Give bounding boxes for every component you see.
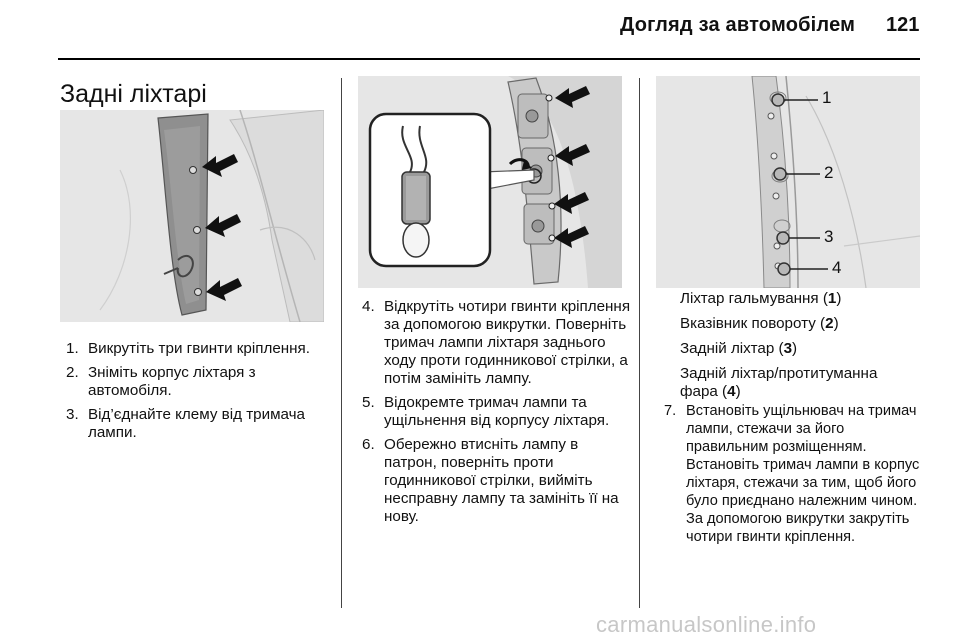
legend-number: 2: [825, 315, 834, 332]
list-item: [362, 394, 634, 430]
section-title: Задні ліхтарі: [60, 80, 207, 108]
callout-1: 1: [822, 88, 832, 107]
figure-bulb-holder: [358, 76, 622, 288]
legend-label: Задній ліхтар (: [680, 340, 784, 357]
legend-close: ): [836, 290, 842, 307]
step-text: Відкрутіть чотири гвинти кріплення за допомогою викрутки. Поверніть тримач лампи ліхтаря заднього ходу проти годинникової стрілки, а потім замініть лампу.: [384, 298, 631, 387]
step-text: Викрутіть три гвинти кріплення.: [88, 340, 311, 357]
step-number: 2.: [66, 364, 79, 381]
steps-list-left: [66, 340, 336, 448]
step-number: 3.: [66, 406, 79, 423]
list-item: [664, 402, 924, 546]
legend-item: [680, 315, 910, 333]
figure-taillight-screws: [60, 110, 324, 322]
legend-item: [680, 290, 910, 308]
legend-item: [680, 365, 910, 401]
step-text: Зніміть корпус ліхтаря з автомобіля.: [88, 364, 256, 399]
legend-number: 1: [827, 290, 837, 307]
callout-4: 4: [832, 258, 842, 277]
legend-label: Ліхтар гальмування (: [680, 290, 828, 307]
legend-label: Задній ліхтар/протитуманна фара (: [680, 365, 878, 400]
list-item: [66, 364, 336, 400]
step-number: 1.: [66, 340, 79, 357]
bulb-legend: [680, 290, 910, 408]
step-number: 4.: [362, 298, 375, 315]
legend-item: [680, 340, 910, 358]
legend-number: 3: [783, 340, 793, 357]
figure-taillight-bulb-layout: [656, 76, 920, 288]
step-number: 7.: [664, 403, 677, 419]
legend-label: Вказівник повороту (: [680, 315, 826, 332]
list-item: [66, 340, 336, 358]
step-text: Обережно втисніть лампу в патрон, поверніть проти годинникової стрілки, вийміть несправну лампу та замініть її на нову.: [384, 436, 619, 525]
step-text: Відокремте тримач лампи та ущільнення від корпусу ліхтаря.: [384, 394, 610, 429]
steps-list-middle: [362, 298, 634, 532]
list-item: [362, 298, 634, 388]
callout-3: 3: [824, 227, 834, 246]
legend-number: 4: [727, 383, 736, 400]
watermark: carmanualsonline.info: [596, 612, 817, 637]
legend-close: ): [792, 340, 798, 357]
legend-close: ): [833, 315, 839, 332]
header-rule: [58, 58, 920, 60]
column-divider-right: [639, 78, 640, 608]
callout-2: 2: [824, 163, 834, 182]
step-text: Від’єднайте клему від тримача лампи.: [88, 406, 305, 441]
page-header-title: Догляд за автомобілем: [620, 14, 856, 36]
step-number: 6.: [362, 436, 375, 453]
steps-list-right: [664, 402, 924, 552]
list-item: [66, 406, 336, 442]
column-divider-left: [341, 78, 342, 608]
step-text: Встановіть ущільнювач на тримач лампи, стежачи за його правильним розміщенням. Встановіть тримач лампи в корпус ліхтаря, стежачи за тим, щоб його було приєднано належним чином. За допомогою викрутки закрутіть чотири гвинти кріплення.: [686, 403, 920, 545]
page-number: 121: [886, 14, 920, 36]
step-number: 5.: [362, 394, 375, 411]
legend-close: ): [735, 383, 741, 400]
list-item: [362, 436, 634, 526]
